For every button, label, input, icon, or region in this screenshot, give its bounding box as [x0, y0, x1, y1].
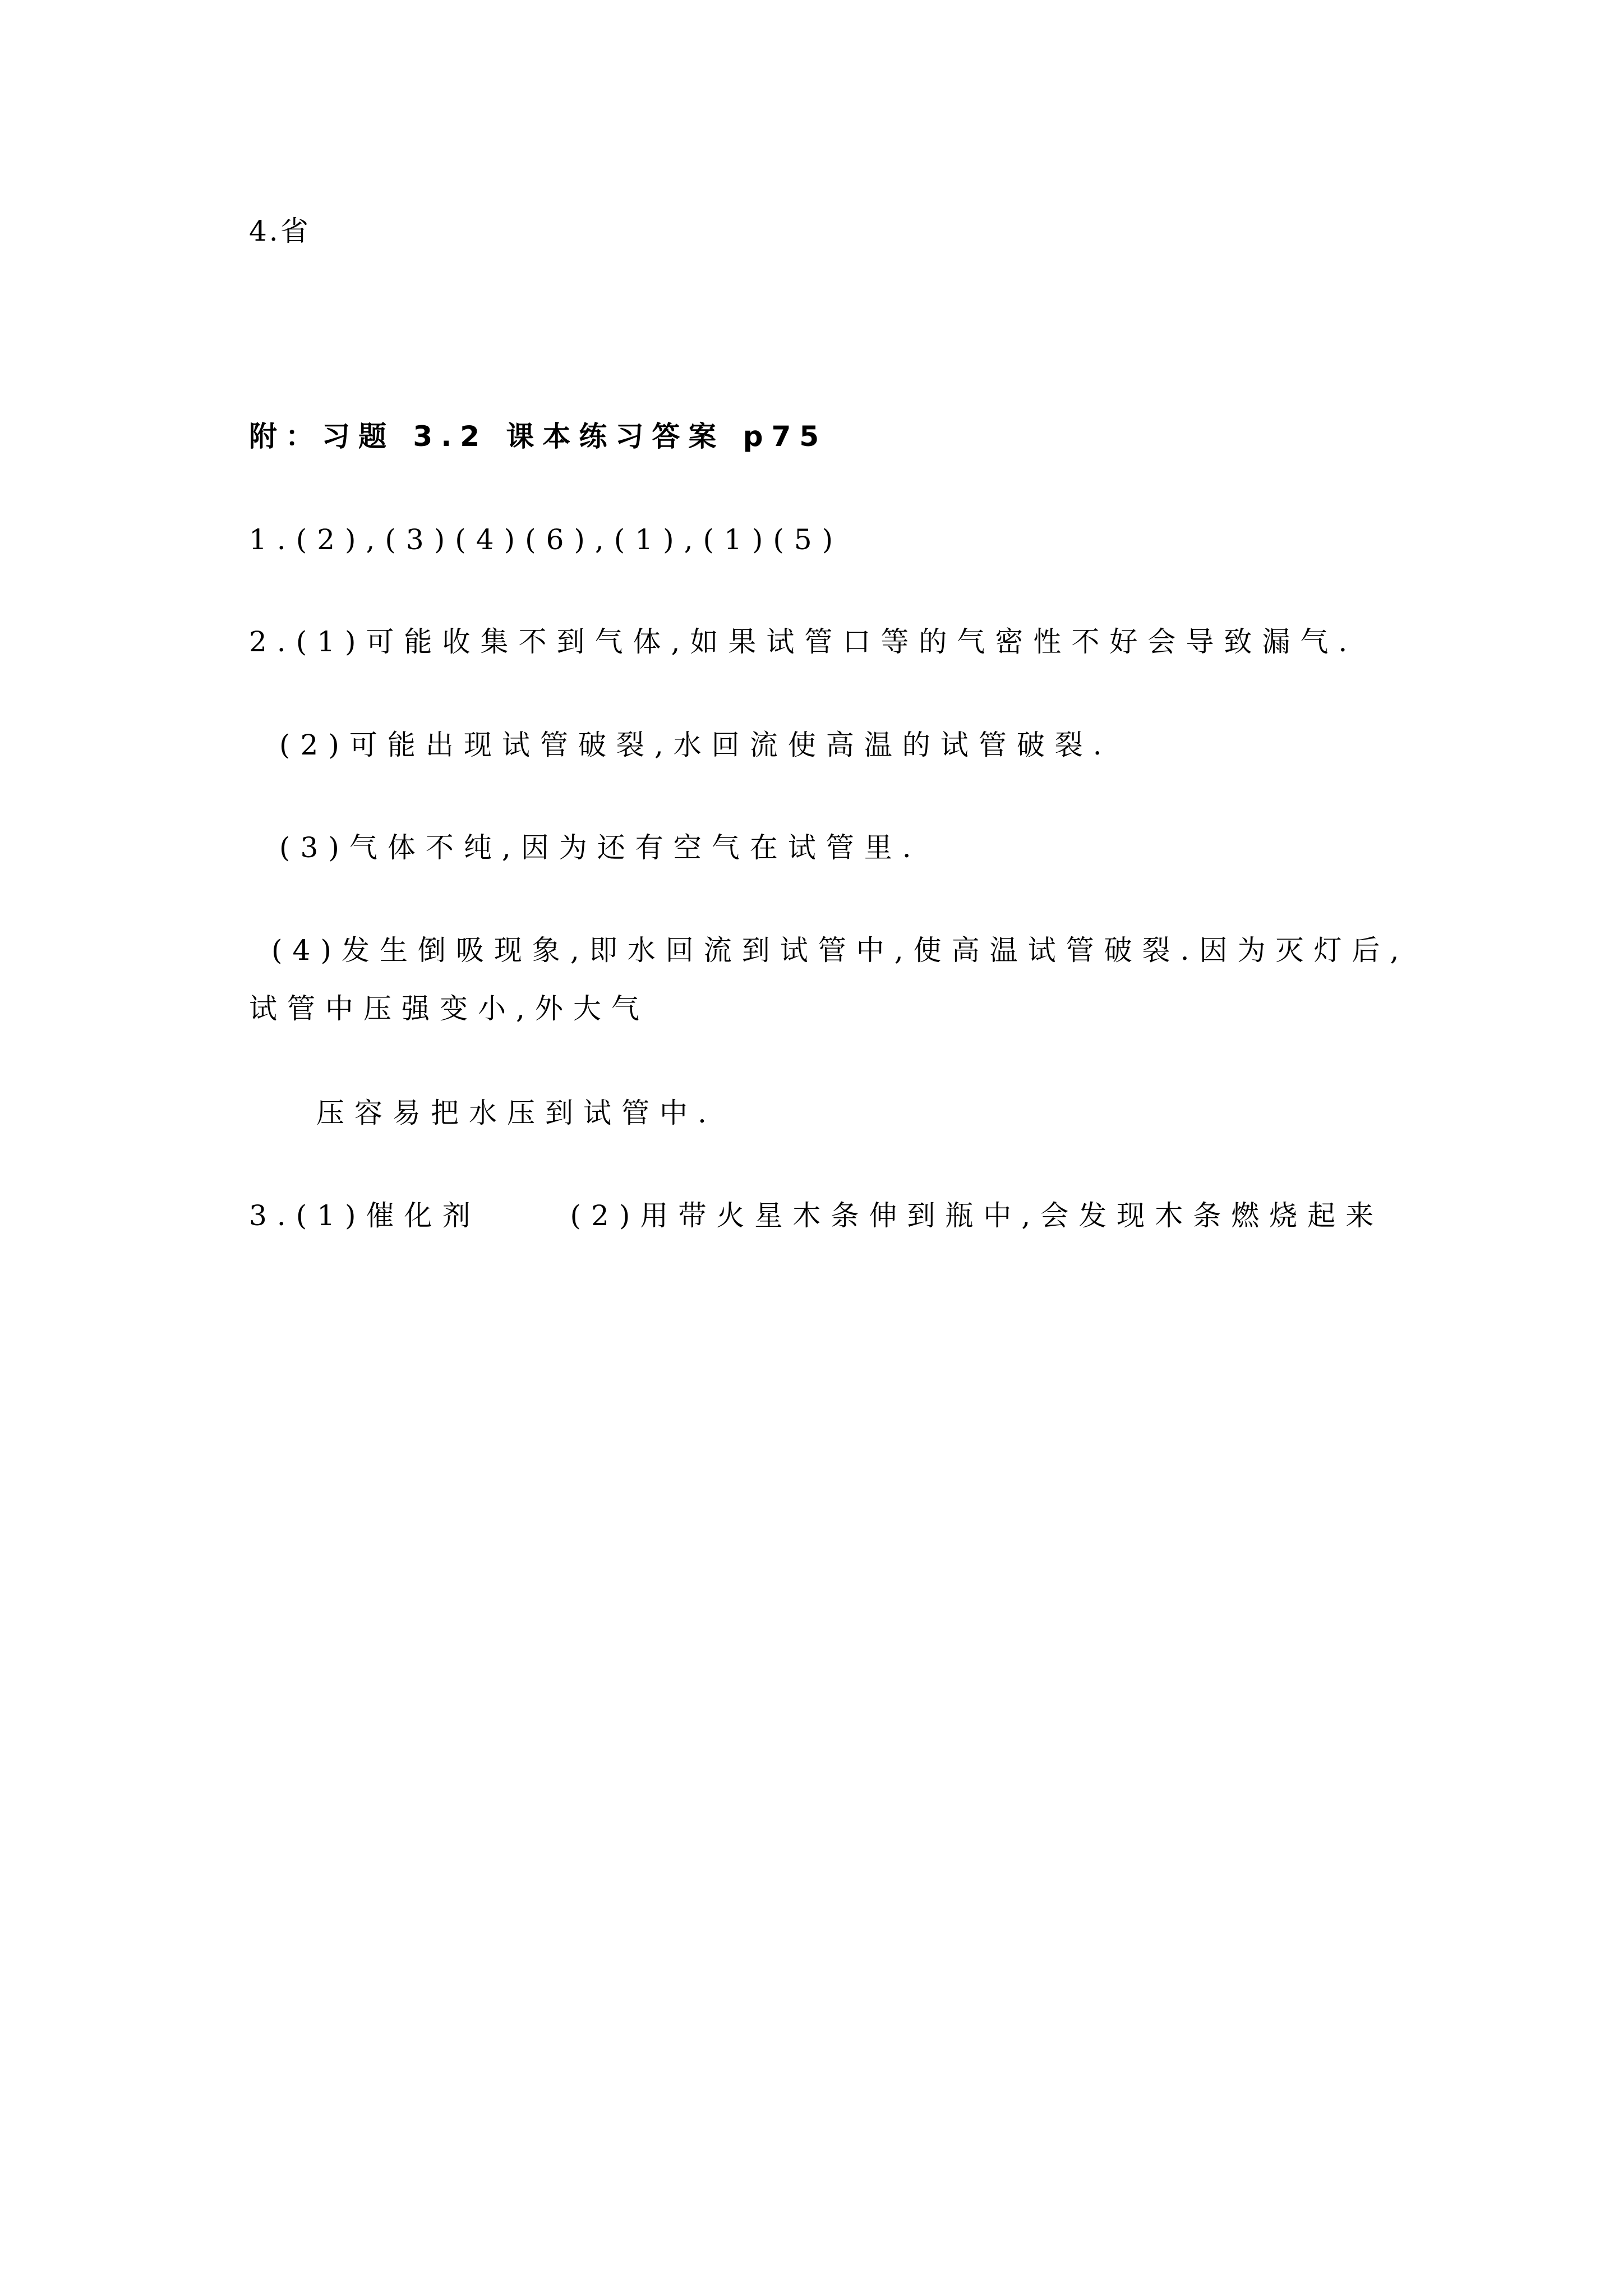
answer-3-part-2: (2)用带火星木条伸到瓶中,会发现木条燃烧起来: [570, 1199, 1384, 1232]
answer-2-part-2: (2)可能出现试管破裂,水回流使高温的试管破裂.: [279, 729, 1112, 761]
answer-2-part-4-line-1: (4)发生倒吸现象,即水回流到试管中,使高温试管破裂.因为灭灯后,: [271, 934, 1409, 967]
answer-2-part-4-line-3: 压容易把水压到试管中.: [316, 1097, 717, 1129]
answer-3-part-1: 3.(1)催化剂: [249, 1199, 481, 1232]
answer-2-part-1: 2.(1)可能收集不到气体,如果试管口等的气密性不好会导致漏气.: [249, 625, 1358, 658]
item-4-text: 4.省: [249, 215, 311, 247]
answer-3: [249, 1199, 1384, 1232]
answer-2-part-4-line-2: 试管中压强变小,外大气: [249, 992, 649, 1025]
answer-2-part-3: (3)气体不纯,因为还有空气在试管里.: [279, 831, 921, 864]
answer-1: 1.(2),(3)(4)(6),(1),(1)(5): [249, 523, 843, 556]
appendix-heading: 附：习题 3.2 课本练习答案 p75: [249, 420, 828, 453]
